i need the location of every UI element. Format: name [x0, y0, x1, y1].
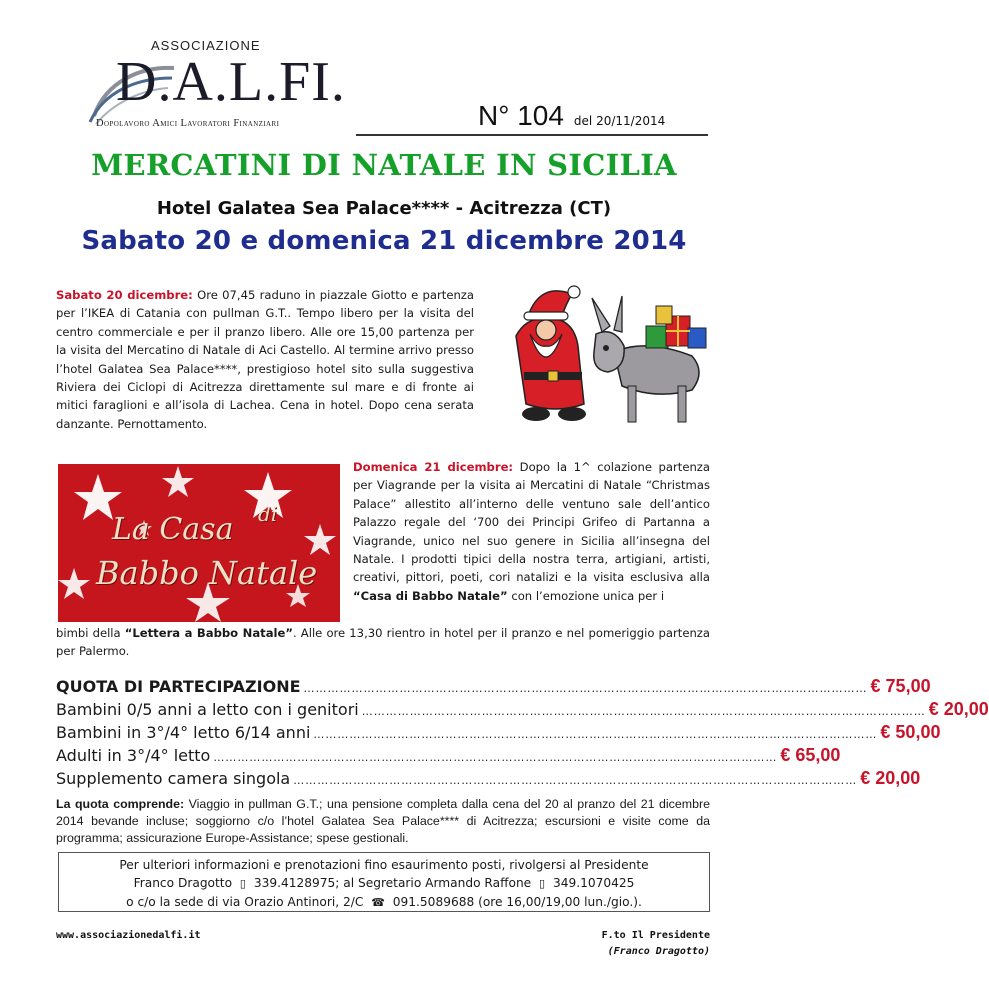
- office-address: o c/o la sede di via Orazio Antinori, 2/C: [126, 895, 364, 909]
- mobile-phone-icon: ▯: [239, 877, 246, 890]
- issue-number: N° 104: [478, 100, 564, 131]
- signature-line-1: F.to Il Presidente: [601, 930, 710, 941]
- website-link[interactable]: www.associazionedalfi.it: [56, 930, 201, 941]
- day2-text-a: Dopo la 1^ colazione partenza per Viagrande per la visita ai Mercatini di Natale “Christmas Palace” allestito all’interno delle ventuno sale dell’antico Palazzo regale del ‘700 dei Principi Grifeo di Partanna a Viagrande, unico nel suo genere in Sicilia all’insegna del Natale. I prodotti tipici della nostra terra, artigiani, artisti, creativi, pittori, poeti, cori natalizi e la visita esclusiva alla: [353, 460, 711, 585]
- price-label: QUOTA DI PARTECIPAZIONE: [56, 677, 301, 696]
- day2-paragraph-continued: [56, 624, 710, 661]
- price-row: [56, 722, 941, 745]
- dot-leader: ……………………………………………………………………………………………………………………………: [213, 751, 778, 764]
- day2-label: Domenica 21 dicembre:: [353, 460, 514, 474]
- issue-date: del 20/11/2014: [573, 114, 666, 128]
- logo-name: D.A.L.FI.: [116, 51, 346, 113]
- price-value: € 65,00: [780, 745, 841, 765]
- office-phone: 091.5089688 (ore 16,00/19,00 lun./gio.).: [392, 895, 642, 909]
- price-value: € 50,00: [880, 722, 941, 742]
- logo-association-word: ASSOCIAZIONE: [151, 38, 261, 53]
- telephone-icon: ☎: [371, 896, 385, 909]
- dot-leader: ……………………………………………………………………………………………………………………………: [293, 774, 858, 787]
- day2-bold-1: “Casa di Babbo Natale”: [353, 588, 508, 603]
- info-line-2: [59, 874, 709, 893]
- price-label: Supplemento camera singola: [56, 769, 291, 788]
- price-value: € 20,00: [860, 768, 921, 788]
- includes-text: Viaggio in pullman G.T.; una pensione completa dalla cena del 20 al pranzo del 21 dicembre 2014 bevande incluse; soggiorno c/o l’hotel Galatea Sea Palace**** di Acitrezza; escursioni e visite come da programma; assicurazione Europe-Assistance; spese gestionali.: [56, 797, 710, 845]
- price-includes: [56, 796, 710, 847]
- day2-paragraph: [353, 458, 710, 605]
- price-label: Adulti in 3°/4° letto: [56, 746, 211, 765]
- includes-label: La quota comprende:: [56, 797, 185, 811]
- dot-leader: ……………………………………………………………………………………………………………………………: [361, 705, 926, 718]
- price-list: [56, 676, 989, 791]
- price-row: [56, 745, 841, 768]
- day1-label: Sabato 20 dicembre:: [56, 288, 193, 302]
- price-row: [56, 676, 931, 699]
- signature-line-2: (Franco Dragotto): [607, 946, 710, 957]
- poster-line1: La Casa: [112, 512, 234, 547]
- logo-subtitle: Dopolavoro Amici Lavoratori Finanziari: [96, 118, 280, 129]
- price-label: Bambini in 3°/4° letto 6/14 anni: [56, 723, 311, 742]
- dot-leader: ……………………………………………………………………………………………………………………………: [313, 728, 878, 741]
- info-line-3: [59, 893, 709, 912]
- hotel-subtitle: Hotel Galatea Sea Palace**** - Acitrezza (CT): [156, 198, 612, 219]
- header-divider: [356, 134, 708, 136]
- event-date-title: Sabato 20 e domenica 21 dicembre 2014: [81, 226, 687, 256]
- contact-info-box: [58, 852, 710, 912]
- dot-leader: ……………………………………………………………………………………………………………………………: [303, 682, 868, 695]
- casa-babbo-natale-image: [58, 464, 340, 622]
- price-value: € 20,00: [928, 699, 989, 719]
- issue-info: [478, 100, 665, 132]
- president-name: Franco Dragotto: [133, 876, 233, 890]
- poster-line-di: di: [258, 502, 278, 526]
- association-logo: [88, 36, 350, 134]
- day2-text-c: bimbi della: [56, 626, 125, 640]
- info-line-1: Per ulteriori informazioni e prenotazioni fino esaurimento posti, rivolgersi al Presidente: [119, 858, 649, 872]
- poster-line2: Babbo Natale: [96, 554, 318, 592]
- day2-text-b: con l’emozione unica per i: [507, 588, 665, 603]
- price-row: [56, 699, 989, 722]
- secretary-phone: 349.1070425: [552, 876, 635, 890]
- price-row: [56, 768, 921, 791]
- president-phone: 339.4128975; al Segretario Armando Raffone: [253, 876, 532, 890]
- day1-text: Ore 07,45 raduno in piazzale Giotto e partenza per l’IKEA di Catania con pullman G.T.. Tempo libero per la visita del centro commerciale e per il pranzo libero. Alle ore 15,00 partenza per la visita del Mercatino di Natale di Aci Castello. Al termine arrivo presso l’hotel Galatea Sea Palace****, prestigioso hotel sito sulla suggestiva Riviera dei Ciclopi di Acitrezza direttamente sul mare e di fronte ai mitici faraglioni e all’isola di Lachea. Cena in hotel. Dopo cena serata danzante. Pernottamento.: [56, 288, 474, 431]
- price-value: € 75,00: [870, 676, 931, 696]
- day2-text-d: . Alle ore 13,30 rientro in hotel per il pranzo e nel pomeriggio partenza per Palermo.: [56, 626, 710, 659]
- price-label: Bambini 0/5 anni a letto con i genitori: [56, 700, 359, 719]
- day2-bold-2: “Lettera a Babbo Natale”: [124, 626, 293, 640]
- mobile-phone-icon: ▯: [539, 877, 546, 890]
- day1-paragraph: [56, 286, 474, 433]
- page-title: MERCATINI DI NATALE IN SICILIA: [91, 148, 677, 182]
- santa-donkey-illustration-icon: [496, 276, 716, 434]
